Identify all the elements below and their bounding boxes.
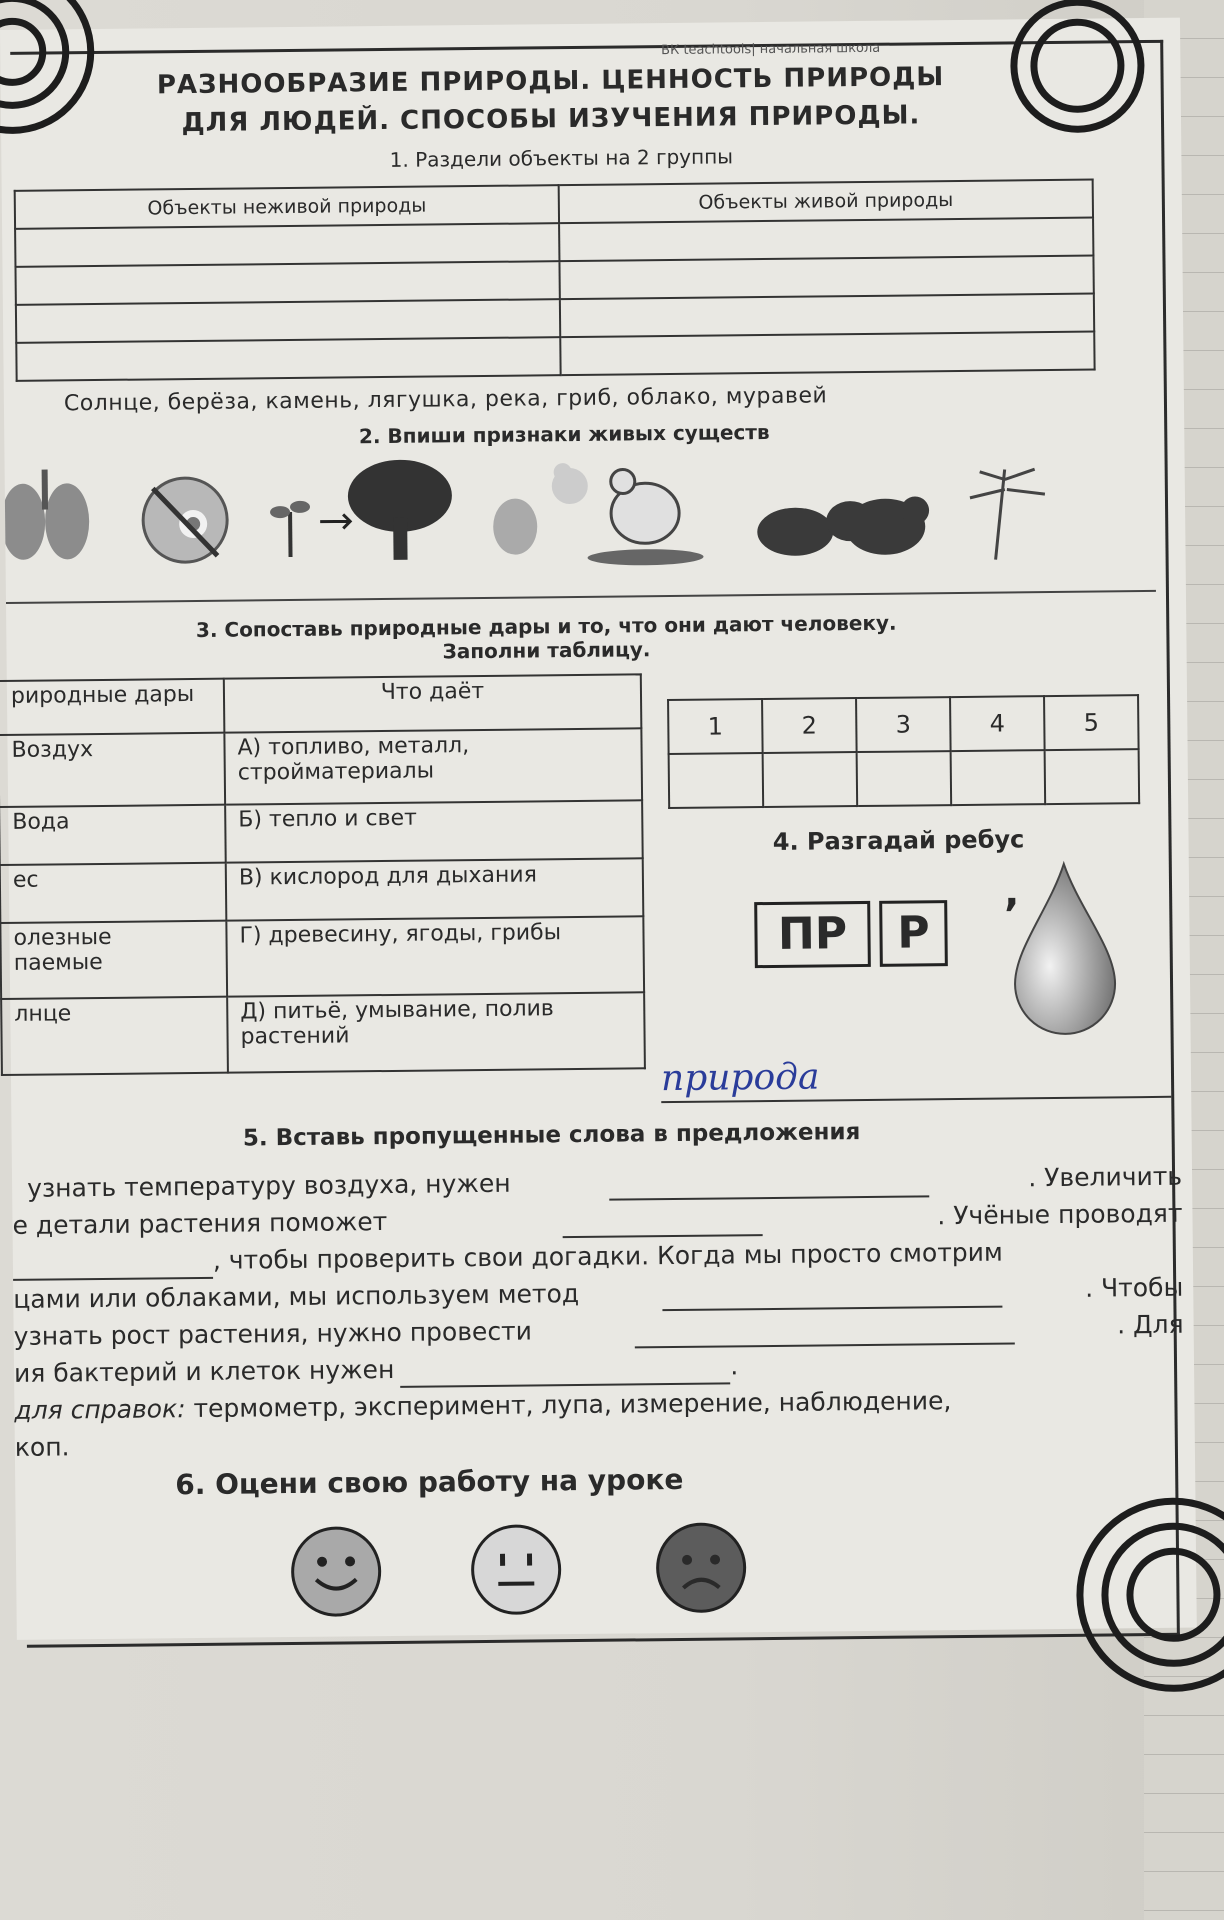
- gift-cell: Вода: [0, 805, 226, 865]
- rebus-card-right: Р: [879, 900, 948, 967]
- rebus-card-left: ПР: [754, 901, 871, 968]
- answer-cell[interactable]: [1045, 749, 1140, 804]
- spiral-decoration-icon: [1055, 1478, 1197, 1629]
- table-row: [0, 728, 642, 807]
- sentence-part: узнать рост растения, нужно провести: [13, 1316, 533, 1351]
- table-row: [0, 800, 643, 865]
- help-words: термометр, эксперимент, лупа, измерение, наблюдение,: [185, 1386, 952, 1424]
- answer-cell[interactable]: [16, 299, 560, 343]
- blank-field[interactable]: [13, 1242, 213, 1281]
- task3-title: [66, 609, 1026, 667]
- answer-cell[interactable]: [15, 261, 559, 305]
- gives-cell: Г) древесину, ягоды, грибы: [226, 916, 644, 996]
- worksheet: [0, 18, 1197, 1640]
- page-title: [140, 58, 961, 143]
- task1-words: Солнце, берёза, камень, лягушка, река, гриб, облако, муравей: [63, 383, 828, 417]
- answer-number: 2: [762, 698, 857, 753]
- sprout-to-tree-icon: [270, 459, 453, 561]
- neutral-face-icon[interactable]: [471, 1524, 562, 1615]
- table-row: [669, 749, 1140, 808]
- sentence-part: . Чтобы: [1085, 1272, 1184, 1303]
- title-line-2: ДЛЯ ЛЮДЕЙ. СПОСОБЫ ИЗУЧЕНИЯ ПРИРОДЫ.: [181, 100, 921, 139]
- answer-cell[interactable]: [857, 751, 952, 806]
- task5-title: 5. Вставь пропущенные слова в предложения: [242, 1119, 861, 1152]
- egg-chick-hen-icon: [493, 462, 704, 567]
- blank-field[interactable]: [662, 1271, 1002, 1312]
- col-gives-header: Что даёт: [224, 674, 642, 732]
- brand-label: ВК teachtools| начальная школа: [661, 40, 881, 59]
- gift-cell: лнце: [1, 997, 228, 1075]
- col-living-header: Объекты живой природы: [559, 180, 1093, 224]
- answer-number: 1: [668, 699, 763, 754]
- sentence-part: узнать температуру воздуха, нужен: [26, 1168, 511, 1203]
- task2-title: 2. Впиши признаки живых существ: [358, 419, 770, 449]
- gives-cell: Б) тепло и свет: [225, 800, 643, 862]
- sentence-part: . Увеличить: [1028, 1161, 1183, 1193]
- no-food-icon: [143, 478, 228, 563]
- sad-face-icon[interactable]: [656, 1522, 747, 1613]
- sentence-part: .: [730, 1351, 739, 1381]
- table-row: [1, 992, 645, 1075]
- answer-cell[interactable]: [559, 218, 1093, 262]
- dry-plant-icon: [970, 469, 1046, 560]
- gift-cell: олезные паемые: [0, 921, 227, 999]
- sentence-part: , чтобы проверить свои догадки. Когда мы просто смотрим: [212, 1237, 1003, 1275]
- gift-cell: Воздух: [0, 733, 225, 807]
- rebus-comma: ,: [1003, 869, 1020, 916]
- task2-icons: [5, 448, 1126, 580]
- col-gifts-header: риродные дары: [0, 679, 224, 735]
- task5-paragraph: [12, 1158, 1185, 1466]
- task1-title: 1. Раздели объекты на 2 группы: [389, 144, 734, 172]
- help-tail: коп.: [14, 1432, 70, 1462]
- col-nonliving-header: Объекты неживой природы: [15, 185, 559, 229]
- blank-field[interactable]: [562, 1199, 762, 1238]
- gift-cell: ес: [0, 863, 226, 923]
- sentence-part: . Для: [1117, 1309, 1184, 1340]
- answer-cell[interactable]: [560, 332, 1094, 376]
- help-label: для справок:: [14, 1394, 186, 1425]
- task3-table: [0, 673, 646, 1076]
- answer-number: 4: [950, 696, 1045, 751]
- answer-cell[interactable]: [560, 294, 1094, 338]
- happy-face-icon[interactable]: [291, 1526, 382, 1617]
- blank-field[interactable]: [400, 1347, 730, 1387]
- table-row: [0, 674, 641, 735]
- spiral-decoration-icon: [990, 18, 1111, 139]
- table-row: [668, 695, 1139, 754]
- answer-number: 5: [1044, 695, 1139, 750]
- sentence-part: е детали растения поможет: [12, 1207, 388, 1240]
- gives-cell: Д) питьё, умывание, полив растений: [227, 992, 645, 1072]
- answer-number: 3: [856, 697, 951, 752]
- water-drop-icon: [1009, 858, 1121, 1039]
- gives-cell: А) топливо, металл, стройматериалы: [224, 728, 642, 804]
- task3-title-line-2: Заполни таблицу.: [442, 637, 651, 664]
- answer-cell[interactable]: [16, 337, 560, 381]
- table-row: [0, 916, 644, 999]
- rebus-handwritten-answer[interactable]: природа: [660, 1056, 820, 1100]
- answer-cell[interactable]: [15, 223, 559, 267]
- sentence-part: . Учёные проводят: [937, 1198, 1183, 1231]
- table-row: [0, 858, 643, 923]
- title-line-1: РАЗНООБРАЗИЕ ПРИРОДЫ. ЦЕННОСТЬ ПРИРОДЫ: [156, 62, 945, 101]
- task1-table: [14, 179, 1096, 382]
- spiral-decoration-icon: [0, 29, 111, 150]
- answer-cell[interactable]: [763, 752, 858, 807]
- answer-cell[interactable]: [951, 750, 1046, 805]
- task6-title: 6. Оцени свою работу на уроке: [175, 1462, 684, 1502]
- blank-field[interactable]: [634, 1307, 1014, 1348]
- sentence-part: ия бактерий и клеток нужен: [13, 1354, 395, 1388]
- task3-title-line-1: 3. Сопоставь природные дары и то, что они дают человеку.: [195, 610, 897, 642]
- task4-title: 4. Разгадай ребус: [772, 825, 1025, 856]
- gives-cell: В) кислород для дыхания: [226, 858, 644, 920]
- answer-cell[interactable]: [559, 256, 1093, 300]
- answer-cell[interactable]: [669, 753, 764, 808]
- bears-icon: [757, 496, 930, 556]
- blank-field[interactable]: [609, 1160, 929, 1200]
- lungs-icon: [5, 469, 90, 560]
- task3-answer-grid: [667, 694, 1140, 809]
- sentence-part: цами или облаками, мы используем метод: [13, 1279, 580, 1314]
